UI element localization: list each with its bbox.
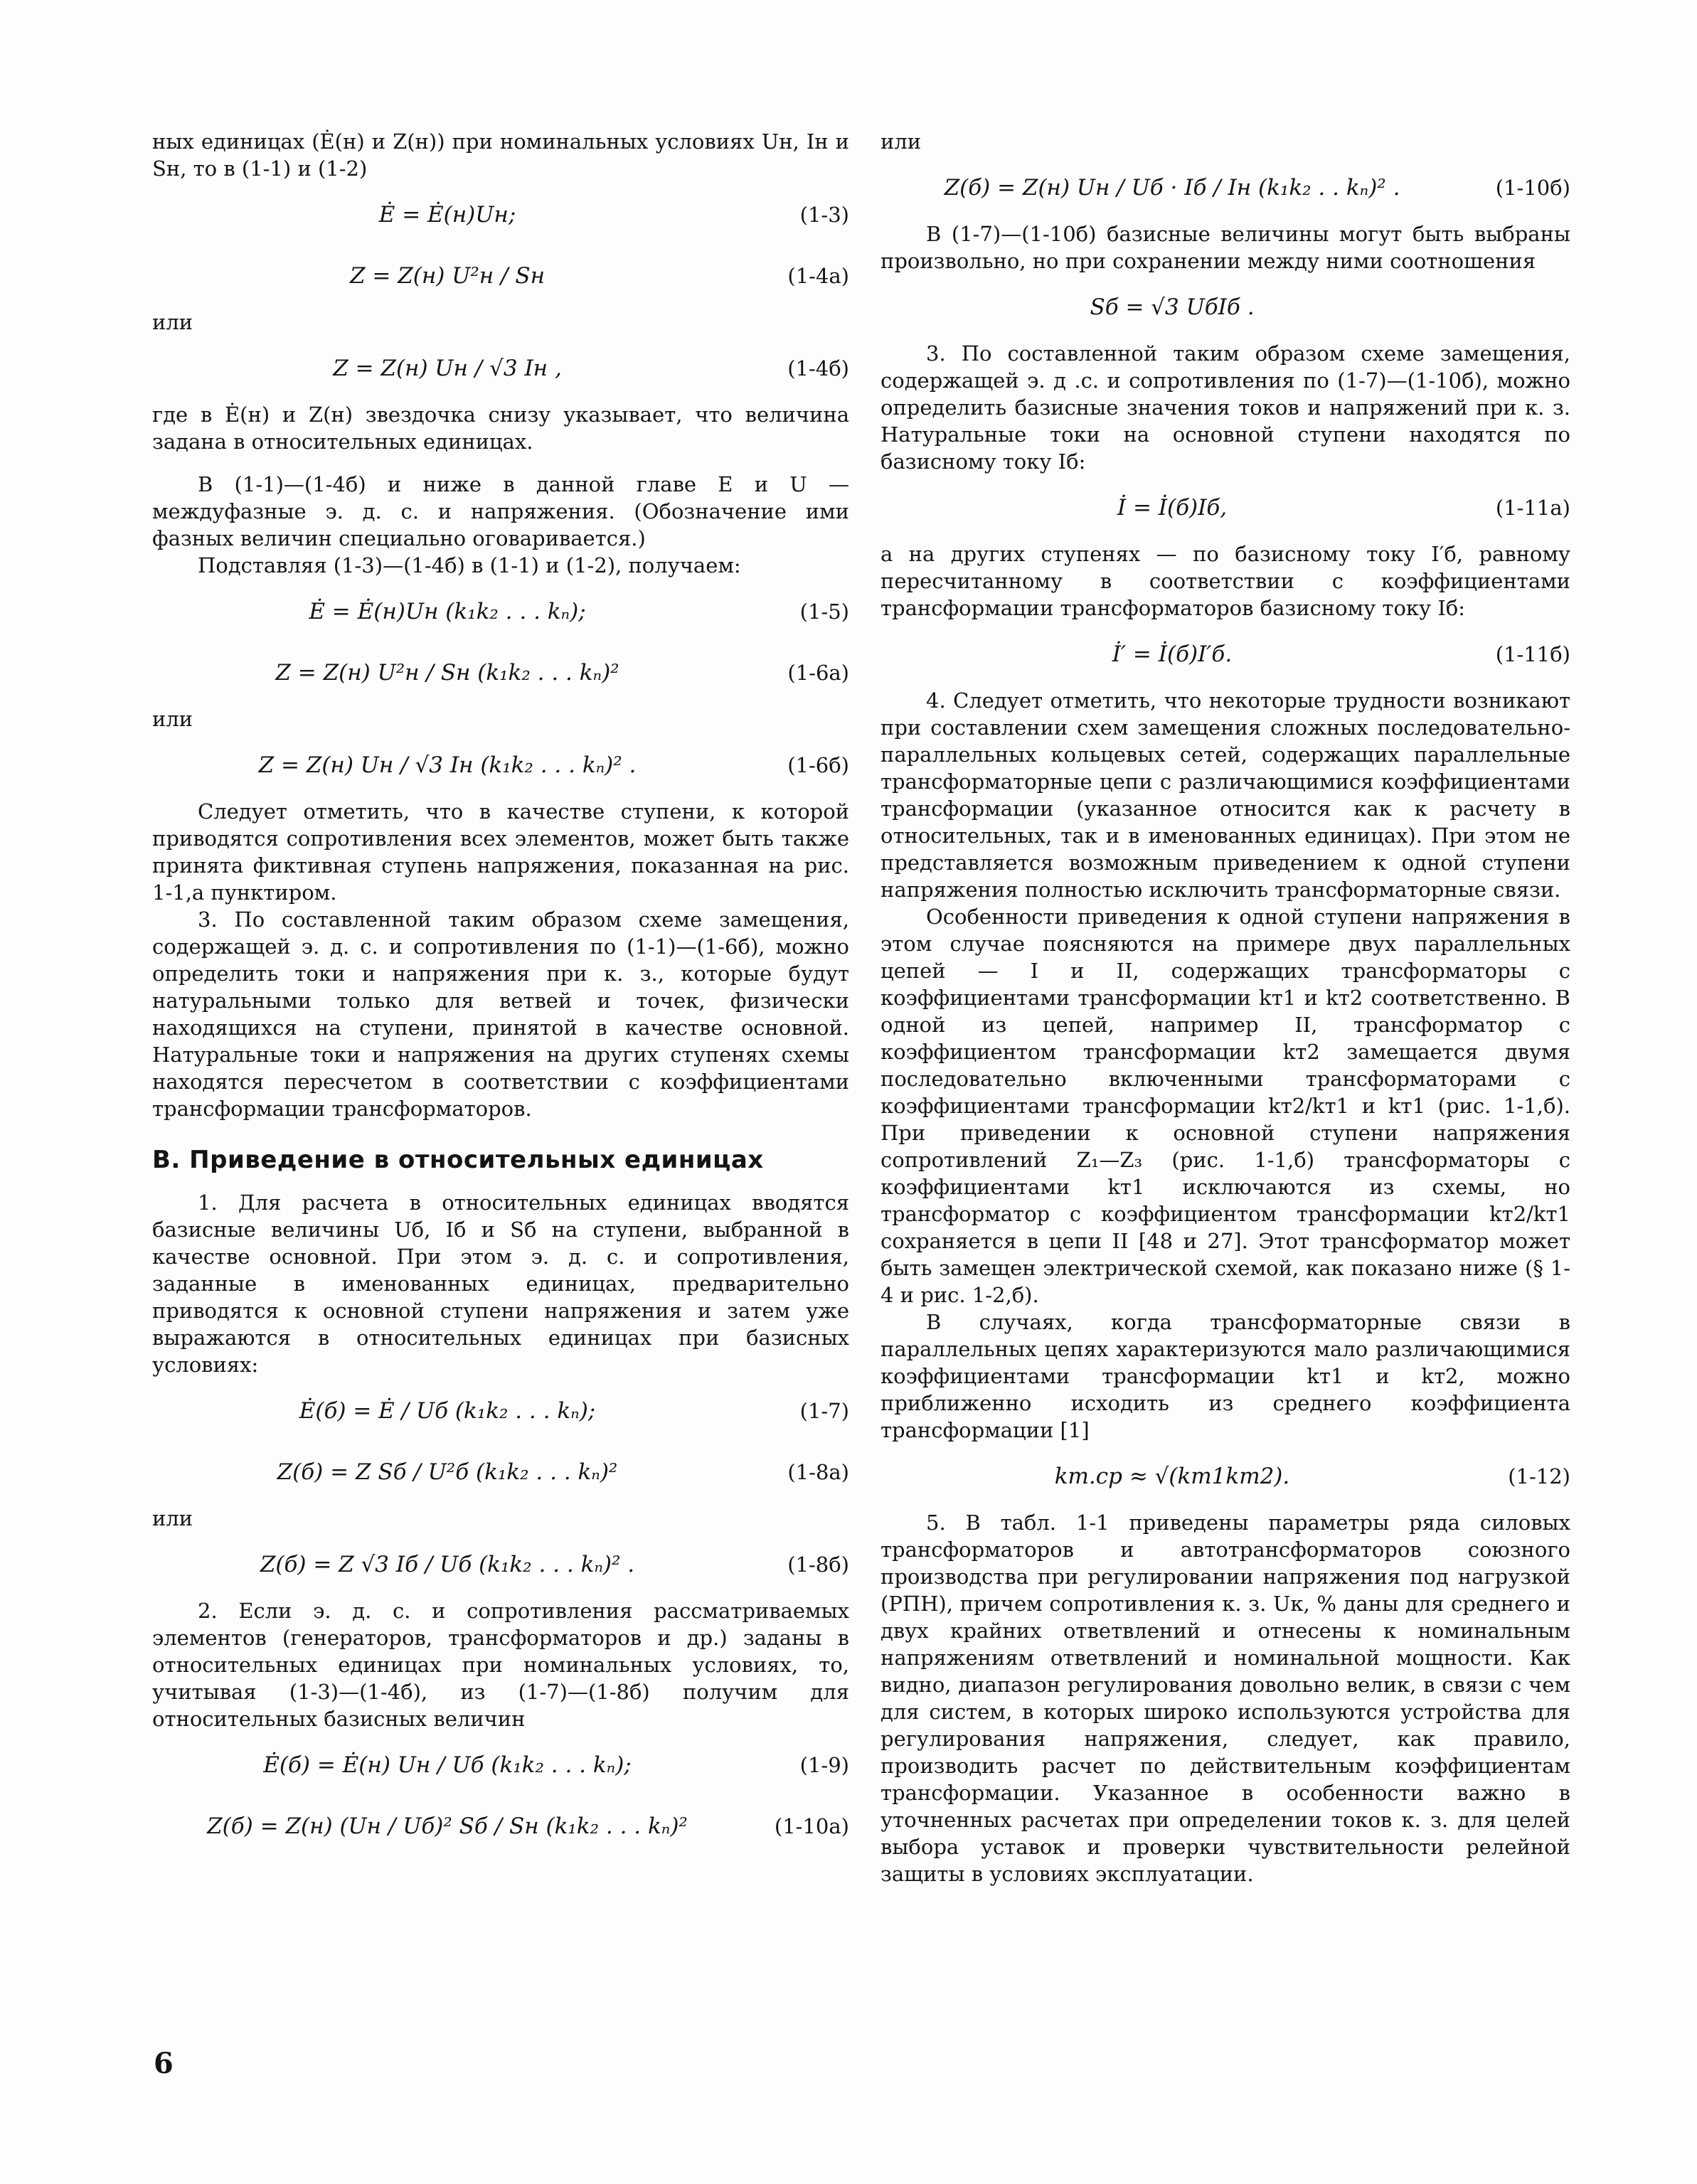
- equation-1-8b: [152, 1536, 849, 1593]
- formula: Ė = Ė(н)Uн;: [378, 202, 516, 228]
- paragraph-cases: В случаях, когда трансформаторные связи в параллельных цепях характеризуются мало различающимися коэффициентами трансформации kт1 и kт2, можно приближенно исходить из среднего коэффициента трансформации [1]: [881, 1310, 1570, 1442]
- equation-number: (1-8а): [787, 1460, 849, 1484]
- formula: Ė(б) = Ė(н) Uн / Uб (k₁k₂ . . . kₙ);: [263, 1752, 632, 1778]
- word-ili: или: [152, 310, 193, 334]
- equation-number: (1-10а): [774, 1814, 849, 1838]
- equation-1-10b: [881, 159, 1570, 216]
- equation-1-7: [152, 1383, 849, 1439]
- formula: İ′ = İ(б)I′б.: [1112, 641, 1233, 667]
- equation-s-base: [881, 279, 1570, 336]
- paragraph-one: 1. Для расчета в относительных единицах вводятся базисные величины Uб, Iб и Sб на ступени, выбранной в качестве основной. При этом э. д. с. и сопротивления, заданные в именованных единицах, предварительно приводятся к основной ступени напряжения и затем уже выражаются в относительных единицах при базисных условиях:: [152, 1190, 849, 1377]
- equation-1-8a: [152, 1444, 849, 1501]
- equation-number: (1-4а): [787, 264, 849, 288]
- word-ili: или: [881, 129, 922, 154]
- equation-1-11a: [881, 479, 1570, 536]
- equation-number: (1-7): [799, 1399, 849, 1423]
- paragraph-intro: ных единицах (Ė(н) и Z(н)) при номинальных условиях Uн, Iн и Sн, то в (1-1) и (1-2): [152, 129, 849, 181]
- right-column: [881, 128, 1570, 1887]
- equation-number: (1-6а): [787, 661, 849, 685]
- formula: Z = Z(н) U²н / Sн (k₁k₂ . . . kₙ)²: [275, 660, 619, 686]
- paragraph-two: 2. Если э. д. с. и сопротивления рассматриваемых элементов (генераторов, трансформаторов и др.) заданы в относительных единицах при номинальных условиях, то, учитывая (1-3)—(1-4б), из (1-7)—(1-8б) получим для относительных базисных величин: [152, 1599, 849, 1731]
- paragraph-features: Особенности приведения к одной ступени напряжения в этом случае поясняются на примере двух параллельных цепей — I и II, содержащих трансформаторы с коэффициентами трансформации kт1 и kт2 соответственно. В одной из цепей, например II, трансформатор с коэффициентом трансформации kт2 замещается двумя последовательно включенными трансформаторами с коэффициентами трансформации kт2/kт1 и kт1 (рис. 1-1,б). При приведении к основной ступени напряжения сопротивлений Z₁—Z₃ (рис. 1-1,б) трансформаторы с коэффициентами kт1 исключаются из схемы, но трансформатор с коэффициентом трансформации kт2/kт1 сохраняется в цепи II [48 и 27]. Этот трансформатор может быть замещен электрической схемой, как показано ниже (§ 1-4 и рис. 1-2,б).: [881, 905, 1570, 1307]
- equation-number: (1-5): [799, 600, 849, 624]
- paragraph-emf: В (1-1)—(1-4б) и ниже в данной главе E и U — междуфазные э. д. с. и напряжения. (Обозначение ими фазных величин специально оговаривается.): [152, 472, 849, 550]
- paragraph-base: В (1-7)—(1-10б) базисные величины могут быть выбраны произвольно, но при сохранении между ними соотношения: [881, 222, 1570, 273]
- equation-1-11b: [881, 626, 1570, 683]
- equation-number: (1-8б): [787, 1552, 849, 1577]
- word-ili: или: [152, 707, 193, 731]
- formula: Ė = Ė(н)Uн (k₁k₂ . . . kₙ);: [309, 599, 586, 624]
- equation-number: (1-10б): [1495, 176, 1570, 200]
- formula: Z = Z(н) Uн / √3 Iн (k₁k₂ . . . kₙ)² .: [258, 752, 637, 778]
- paragraph-subst: Подставляя (1-3)—(1-4б) в (1-1) и (1-2), получаем:: [198, 553, 741, 577]
- equation-1-9: [152, 1737, 849, 1794]
- formula: İ = İ(б)Iб,: [1117, 495, 1228, 521]
- formula: Z(б) = Z √3 Iб / Uб (k₁k₂ . . . kₙ)² .: [260, 1552, 635, 1577]
- paragraph-other-steps: а на других ступенях — по базисному току I′б, равному пересчитанному в соответствии с коэффициентами трансформации трансформаторов базисному току Iб:: [881, 542, 1570, 620]
- equation-1-10a: [152, 1798, 849, 1855]
- equation-1-12: [881, 1448, 1570, 1505]
- equation-1-5: [152, 583, 849, 640]
- paragraph-four: 4. Следует отметить, что некоторые трудности возникают при составлении схем замещения сложных последовательно-параллельных кольцевых сетей, содержащих параллельные трансформаторные цепи с различающимися коэффициентами трансформации (указанное относится как к расчету в относительных, так и в именованных единицах). При этом не представляется возможным приведением к одной ступени напряжения полностью исключить трансформаторные связи.: [881, 688, 1570, 902]
- page-number: 6: [154, 2047, 174, 2080]
- paragraph-three: 3. По составленной таким образом схеме замещения, содержащей э. д. с. и сопротивления по (1-1)—(1-6б), можно определить токи и напряжения при к. з., которые будут натуральными только для ветвей и точек, физически находящихся на ступени, принятой в качестве основной. Натуральные токи и напряжения на других ступенях схемы находятся пересчетом в соответствии с коэффициентами трансформации трансформаторов.: [152, 907, 849, 1121]
- equation-1-6a: [152, 644, 849, 701]
- equation-number: (1-9): [799, 1753, 849, 1777]
- paragraph-fictitious: Следует отметить, что в качестве ступени, к которой приводятся сопротивления всех элементов, может быть также принята фиктивная ступень напряжения, показанная на рис. 1-1,а пунктиром.: [152, 799, 849, 905]
- formula: kт.ср ≈ √(kт1kт2).: [1054, 1464, 1290, 1489]
- paragraph-where: где в Ė(н) и Z(н) звездочка снизу указывает, что величина задана в относительных единицах.: [152, 403, 849, 454]
- formula: Z = Z(н) U²н / Sн: [349, 263, 545, 289]
- formula: Z(б) = Z(н) Uн / Uб · Iб / Iн (k₁k₂ . . kₙ)² .: [944, 175, 1400, 201]
- left-column: [152, 128, 849, 1859]
- equation-1-4a: [152, 247, 849, 304]
- equation-number: (1-3): [799, 203, 849, 227]
- paragraph-three: 3. По составленной таким образом схеме замещения, содержащей э. д .с. и сопротивления по (1-7)—(1-10б), можно определить базисные значения токов и напряжений при к. з. Натуральные токи на основной ступени находятся по базисному току Iб:: [881, 341, 1570, 474]
- paragraph-five: 5. В табл. 1-1 приведены параметры ряда силовых трансформаторов и автотрансформаторов союзного производства при регулировании напряжения под нагрузкой (РПН), причем сопротивления к. з. Uк, % даны для среднего и двух крайних ответвлений и отнесены к номинальным напряжениям ответвлений и номинальной мощности. Как видно, диапазон регулирования довольно велик, в связи с чем для систем, в которых широко используются устройства для регулирования напряжения, следует, как правило, производить расчет по действительным коэффициентам трансформации. Указанное в особенности важно в уточненных расчетах при определении токов к. з. для целей выбора уставок и проверки чувствительности релейной защиты в условиях эксплуатации.: [881, 1511, 1570, 1886]
- equation-number: (1-11б): [1495, 642, 1570, 666]
- equation-1-6b: [152, 737, 849, 794]
- formula: Z(б) = Z(н) (Uн / Uб)² Sб / Sн (k₁k₂ . . . kₙ)²: [207, 1813, 688, 1839]
- section-heading: В. Приведение в относительных единицах: [152, 1146, 764, 1174]
- formula: Z(б) = Z Sб / U²б (k₁k₂ . . . kₙ)²: [277, 1459, 618, 1485]
- formula: Ė(б) = Ė / Uб (k₁k₂ . . . kₙ);: [299, 1398, 596, 1424]
- equation-1-3: [152, 186, 849, 243]
- equation-number: (1-4б): [787, 356, 849, 380]
- formula: Sб = √3 UбIб .: [1090, 294, 1255, 320]
- word-ili: или: [152, 1506, 193, 1530]
- formula: Z = Z(н) Uн / √3 Iн ,: [333, 356, 562, 381]
- equation-number: (1-6б): [787, 753, 849, 777]
- equation-1-4b: [152, 340, 849, 397]
- equation-number: (1-12): [1508, 1464, 1570, 1488]
- equation-number: (1-11а): [1495, 496, 1570, 520]
